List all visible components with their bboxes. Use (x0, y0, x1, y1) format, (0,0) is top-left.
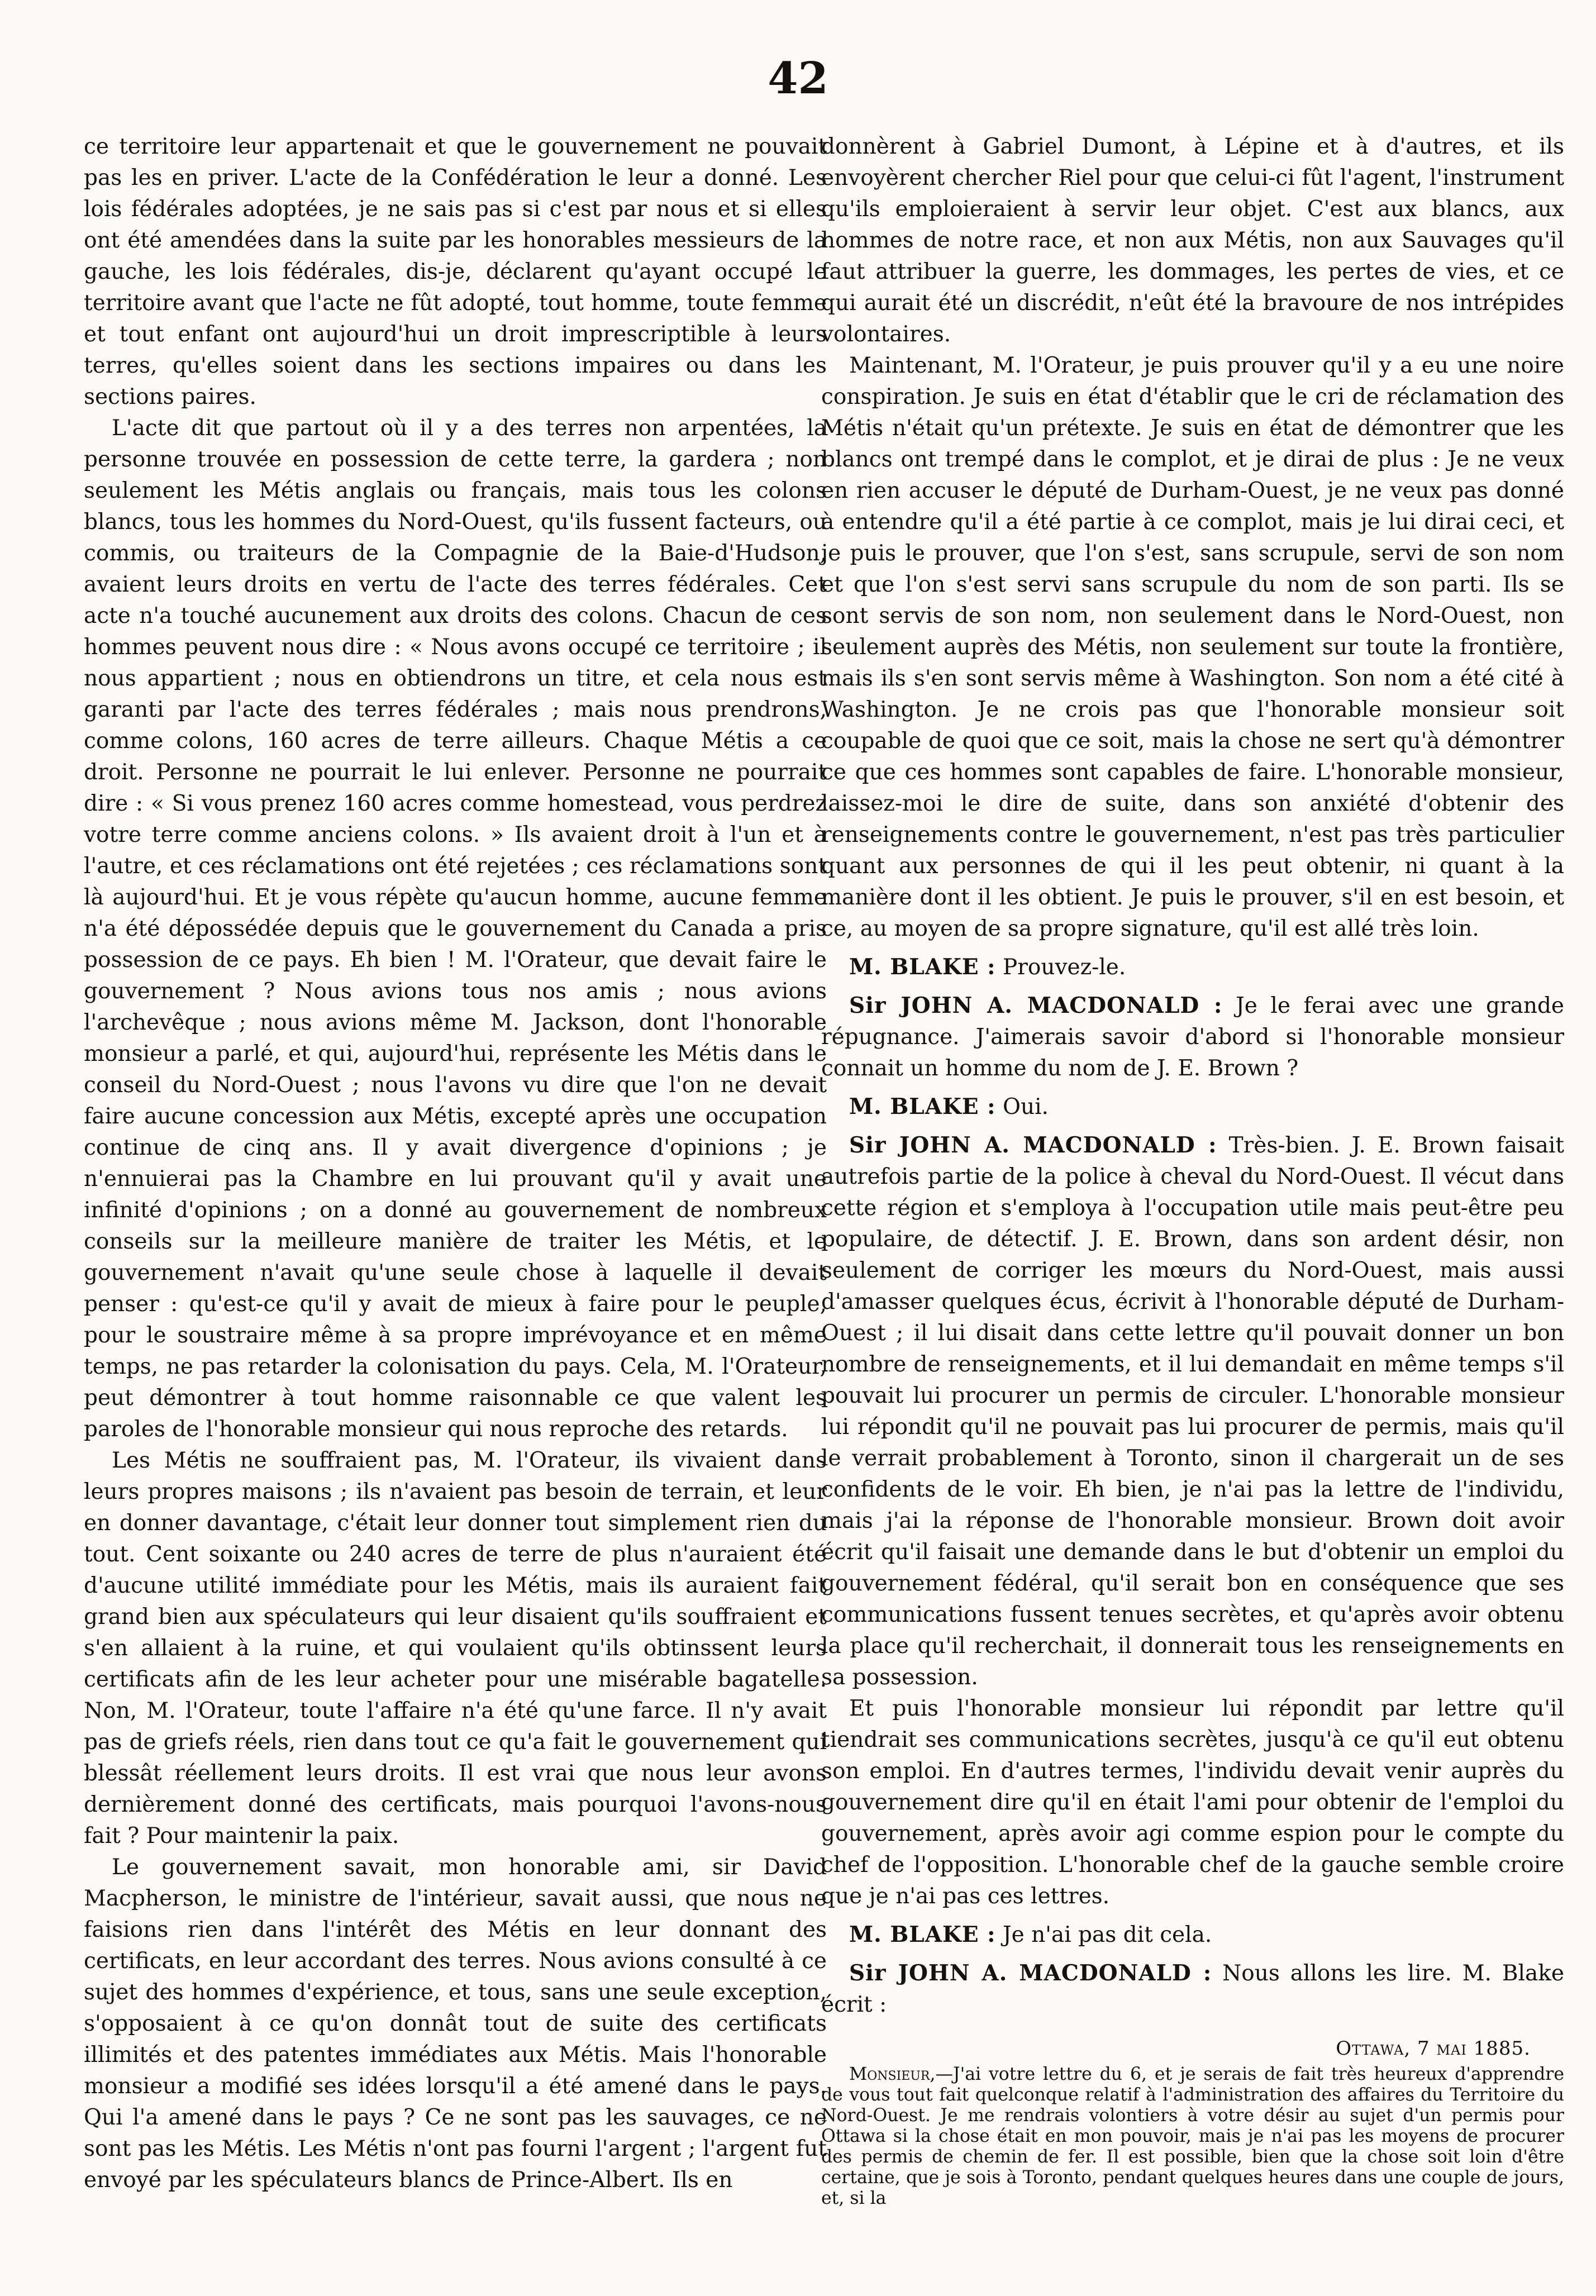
letter-text: —J'ai votre lettre du 6, et je serais de fait très heureux d'apprendre de vous tout fait quelconque relatif à l'administration des affaires du Territoire du Nord-Ouest. Je me rendrais volontiers à votre désir au sujet d'un permis pour Ottawa si la chose était en mon pouvoir, mais je n'ai pas les moyens de procurer des permis de chemin de fer. Il est possible, bien que la chose soit loin d'être certaine, que je sois à Toronto, pendant quelques heures dans une couple de jours, et, si la (821, 2064, 1564, 2208)
speaker-name: M. BLAKE : (849, 1922, 996, 1947)
letter-body (821, 2064, 1564, 2209)
speech-entry (821, 1091, 1564, 1123)
speech-text: Nous allons les lire. M. Blake écrit : (821, 1961, 1564, 2017)
page-number: 42 (768, 53, 828, 104)
paragraph: Le gouvernement savait, mon honorable ami, sir David Macpherson, le ministre de l'intérieur, savait aussi, que nous ne faisions rien dans l'intérêt des Métis en leur donnant des certificats, en leur accordant des terres. Nous avions consulté à ce sujet des hommes d'expérience, et tous, sans une seule exception, s'opposaient à ce qu'on donnât tout de suite des certificats illimités et des patentes immédiates aux Métis. Mais l'honorable monsieur a modifié ses idées lorsqu'il a été amené dans le pays. Qui l'a amené dans le pays ? Ce ne sont pas les sauvages, ce ne sont pas les Métis. Les Métis n'ont pas fourni l'argent ; l'argent fut envoyé par les spéculateurs blancs de Prince-Albert. Ils en (84, 1855, 827, 2193)
speech-entry (821, 1130, 1564, 1693)
right-column (821, 131, 1564, 2209)
speaker-name: Sir JOHN A. MACDONALD : (849, 1132, 1217, 1158)
speech-text: Je le ferai avec une grande répugnance. J'aimerais savoir d'abord si l'honorable monsieur connait un homme du nom de J. E. Brown ? (821, 993, 1564, 1081)
paragraph: ce territoire leur appartenait et que le gouvernement ne pouvait pas les en priver. L'acte de la Confédération le leur a donné. Les lois fédérales adoptées, je ne sais pas si c'est par nous et si elles ont été amendées dans la suite par les honorables messieurs de la gauche, les lois fédérales, dis-je, déclarent qu'ayant occupé le territoire avant que l'acte ne fût adopté, tout homme, toute femme et tout enfant ont aujourd'hui un droit imprescriptible à leurs terres, qu'elles soient dans les sections impaires ou dans les sections paires. (84, 134, 827, 409)
paragraph: donnèrent à Gabriel Dumont, à Lépine et à d'autres, et ils envoyèrent chercher Riel pour que celui-ci fût l'agent, l'instrument qu'ils emploieraient à servir leur objet. C'est aux blancs, aux hommes de notre race, et non aux Métis, non aux Sauvages qu'il faut attribuer la guerre, les dommages, les pertes de vies, et ce qui aurait été un discrédit, n'eût été la bravoure de nos intrépides volontaires. (821, 134, 1564, 347)
speaker-name: M. BLAKE : (849, 1094, 996, 1120)
speech-text: Oui. (1002, 1094, 1049, 1120)
speech-text: Prouvez-le. (1002, 955, 1126, 980)
speech-entry (821, 1957, 1564, 2021)
paragraph: L'acte dit que partout où il y a des terres non arpentées, la personne trouvée en possession de cette terre, la gardera ; non seulement les Métis anglais ou français, mais tous les colons blancs, tous les hommes du Nord-Ouest, qu'ils fussent facteurs, ou commis, ou traiteurs de la Compagnie de la Baie-d'Hudson, avaient leurs droits en vertu de l'acte des terres fédérales. Cet acte n'a touché aucunement aux droits des colons. Chacun de ces hommes peuvent nous dire : « Nous avons occupé ce territoire ; il nous appartient ; nous en obtiendrons un titre, et cela nous est garanti par l'acte des terres fédérales ; mais nous prendrons, comme colons, 160 acres de terre ailleurs. Chaque Métis a ce droit. Personne ne pourrait le lui enlever. Personne ne pourrait dire : « Si vous prenez 160 acres comme homestead, vous perdrez votre terre comme anciens colons. » Ils avaient droit à l'un et à l'autre, et ces réclamations ont été rejetées ; ces réclamations sont là aujourd'hui. Et je vous répète qu'aucun homme, aucune femme n'a été dépossédée depuis que le gouvernement du Canada a pris possession de ce pays. Eh bien ! M. l'Orateur, que devait faire le gouvernement ? Nous avions tous nos amis ; nous avions l'archevêque ; nous avions même M. Jackson, dont l'honorable monsieur a parlé, et qui, aujourd'hui, représente les Métis dans le conseil du Nord-Ouest ; nous l'avons vu dire que l'on ne devait faire aucune concession aux Métis, excepté après une occupation continue de cinq ans. Il y avait divergence d'opinions ; je n'ennuierai pas la Chambre en lui prouvant qu'il y avait une infinité d'opinions ; on a donné au gouvernement de nombreux conseils sur la meilleure manière de traiter les Métis, et le gouvernement n'avait qu'une seule chose à laquelle il devait penser : qu'est-ce qu'il y avait de mieux à faire pour le peuple, pour le soustraire même à sa propre imprévoyance et en même temps, ne pas retarder la colonisation du pays. Cela, M. l'Orateur, peut démontrer à tout homme raisonnable ce que valent les paroles de l'honorable monsieur qui nous reproche des retards. (84, 416, 827, 1442)
speech-text: Je n'ai pas dit cela. (1002, 1922, 1212, 1947)
paragraph: Maintenant, M. l'Orateur, je puis prouver qu'il y a eu une noire conspiration. Je suis en état d'établir que le cri de réclamation des Métis n'était qu'un prétexte. Je suis en état de démontrer que les blancs ont trempé dans le complot, et je dirai de plus : Je ne veux en rien accuser le député de Durham-Ouest, je ne veux pas donné à entendre qu'il a été partie à ce complot, mais je lui dirai ceci, et je puis le prouver, que l'on s'est, sans scrupule, servi de son nom et que l'on s'est servi sans scrupule du nom de son parti. Ils se sont servis de son nom, non seulement dans le Nord-Ouest, non seulement auprès des Métis, non seulement sur toute la frontière, mais ils s'en sont servis même à Washington. Son nom a été cité à Washington. Je ne crois pas que l'honorable monsieur soit coupable de quoi que ce soit, mais la chose ne sert qu'à démontrer ce que ces hommes sont capables de faire. L'honorable monsieur, laissez-moi le dire de suite, dans son anxiété d'obtenir des renseignements contre le gouvernement, n'est pas très particulier quant aux personnes de qui il les peut obtenir, ni quant à la manière dont il les obtient. Je puis le prouver, s'il en est besoin, et ce, au moyen de sa propre signature, qu'il est allé très loin. (821, 353, 1564, 941)
speaker-name: Sir JOHN A. MACDONALD : (849, 1960, 1212, 1986)
speech-entry (821, 990, 1564, 1084)
speaker-name: M. BLAKE : (849, 954, 996, 980)
speech-text: Très-bien. J. E. Brown faisait autrefois partie de la police à cheval du Nord-Ouest. Il vécut dans cette région et s'employa à l'occupation utile mais peut-être peu populaire, de détectif. J. E. Brown, dans son ardent désir, non seulement de corriger les mœurs du Nord-Ouest, mais aussi d'amasser quelques écus, écrivit à l'honorable député de Durham-Ouest ; il lui disait dans cette lettre qu'il pouvait donner un bon nombre de renseignements, et il lui demandait en même temps s'il pouvait lui procurer un permis de circuler. L'honorable monsieur lui répondit qu'il ne pouvait pas lui procurer de permis, mais qu'il le verrait probablement à Toronto, sinon il chargerait un de ses confidents de le voir. Eh bien, je n'ai pas la lettre de l'individu, mais j'ai la réponse de l'honorable monsieur. Brown doit avoir écrit qu'il faisait une demande dans le but d'obtenir un emploi du gouvernement fédéral, qu'il serait bon en conséquence que ses communications fussent tenues secrètes, et qu'après avoir obtenu la place qu'il recherchait, il donnerait tous les renseignements en sa possession. (821, 1133, 1564, 1690)
speech-entry (821, 1919, 1564, 1951)
speaker-name: Sir JOHN A. MACDONALD : (849, 993, 1223, 1018)
left-column (84, 131, 827, 2196)
paragraph: Et puis l'honorable monsieur lui répondit par lettre qu'il tiendrait ses communications secrètes, jusqu'à ce qu'il eut obtenu son emploi. En d'autres termes, l'individu devait venir auprès du gouvernement dire qu'il en était l'ami pour obtenir de l'emploi du gouvernement, après avoir agi comme espion pour le compte du chef de l'opposition. L'honorable chef de la gauche semble croire que je n'ai pas ces lettres. (821, 1696, 1564, 1909)
letter-salutation: Monsieur, (849, 2064, 936, 2084)
speech-entry (821, 951, 1564, 983)
paragraph: Les Métis ne souffraient pas, M. l'Orateur, ils vivaient dans leurs propres maisons ; ils n'avaient pas besoin de terrain, et leur en donner davantage, c'était leur donner tout simplement rien du tout. Cent soixante ou 240 acres de terre de plus n'auraient été d'aucune utilité immédiate pour les Métis, mais ils auraient fait grand bien aux spéculateurs qui leur disaient qu'ils souffraient et s'en allaient à la ruine, et qui voulaient qu'ils obtinssent leurs certificats afin de les leur acheter pour une misérable bagatelle. Non, M. l'Orateur, toute l'affaire n'a été qu'une farce. Il n'y avait pas de griefs réels, rien dans tout ce qu'a fait le gouvernement qui blessât réellement leurs droits. Il est vrai que nous leur avons dernièrement donné des certificats, mais pourquoi l'avons-nous fait ? Pour maintenir la paix. (84, 1448, 827, 1849)
letter-dateline: Ottawa, 7 mai 1885. (1336, 2037, 1531, 2060)
